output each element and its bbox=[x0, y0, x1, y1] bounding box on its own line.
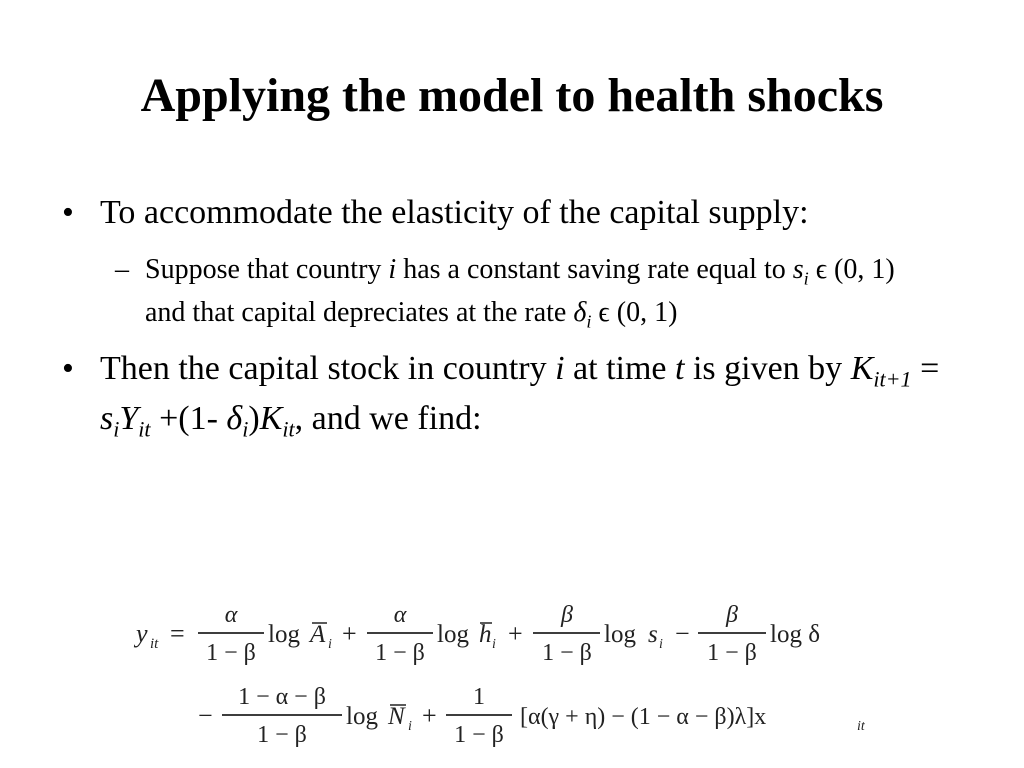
eq-N: N bbox=[388, 703, 405, 730]
b2-text-7: , and we find: bbox=[294, 400, 482, 437]
eq-lhs-sub: it bbox=[150, 636, 159, 652]
b2-var-K2-sub: it bbox=[282, 416, 295, 442]
t3-num: β bbox=[561, 602, 573, 628]
t1-den: 1 − β bbox=[206, 640, 256, 666]
b2-var-s-sub: i bbox=[113, 416, 120, 442]
b2-var-delta-sub: i bbox=[242, 416, 249, 442]
b2-var-Y: Y bbox=[119, 400, 139, 437]
sub-bullet-1 bbox=[115, 248, 925, 334]
sub-text-3: ϵ (0, 1) and that capital depreciates at the rate bbox=[145, 254, 895, 328]
t5-den: 1 − β bbox=[257, 722, 307, 748]
var-s: s bbox=[792, 254, 804, 285]
var-s-sub: i bbox=[803, 268, 809, 289]
t2-log: log bbox=[437, 621, 469, 648]
t4-log: log δ bbox=[770, 621, 820, 648]
b2-var-Y-sub: it bbox=[138, 416, 151, 442]
b2-var-K: K bbox=[850, 350, 874, 387]
t6-num: 1 bbox=[473, 684, 485, 710]
t2-den: 1 − β bbox=[375, 640, 425, 666]
var-delta-sub: i bbox=[586, 311, 592, 332]
equation bbox=[130, 596, 930, 756]
b2-var-i: i bbox=[555, 350, 565, 387]
slide-title: Applying the model to health shocks bbox=[140, 69, 884, 122]
t5-num: 1 − α − β bbox=[238, 684, 326, 710]
b2-var-t: t bbox=[675, 350, 685, 387]
eq-s: s bbox=[648, 621, 658, 648]
eq-A: A bbox=[310, 621, 326, 648]
b2-text-1: Then the capital stock in country bbox=[100, 350, 556, 387]
t1-log: log bbox=[268, 621, 300, 648]
b2-var-K2: K bbox=[259, 400, 283, 437]
bullet-1-text: To accommodate the elasticity of the capital supply: bbox=[100, 194, 809, 231]
bullet-1 bbox=[60, 188, 960, 238]
plus-3: + bbox=[422, 701, 437, 730]
var-delta: δ bbox=[573, 297, 587, 328]
t4-den: 1 − β bbox=[707, 640, 757, 666]
t3-den: 1 − β bbox=[542, 640, 592, 666]
b2-var-K-sub: it+1 bbox=[873, 366, 912, 392]
sub-text-2: has a constant saving rate equal to bbox=[396, 254, 793, 285]
minus-1: − bbox=[675, 619, 690, 648]
bullet-dot-icon: • bbox=[62, 350, 74, 387]
t2-num: α bbox=[393, 602, 407, 628]
b2-text-5: +(1- bbox=[150, 400, 227, 437]
eq-tail: [α(γ + η) − (1 − α − β)λ]x bbox=[520, 704, 767, 730]
plus-2: + bbox=[508, 619, 523, 648]
b2-var-s: s bbox=[100, 400, 114, 437]
b2-var-delta: δ bbox=[226, 400, 243, 437]
eq-lhs: y bbox=[136, 619, 148, 648]
t6-den: 1 − β bbox=[454, 722, 504, 748]
b2-text-2: at time bbox=[564, 350, 676, 387]
dash-bullet-icon: – bbox=[115, 254, 129, 285]
equation-image bbox=[130, 596, 930, 756]
eq-s-sub: i bbox=[659, 637, 663, 652]
bullet-dot-icon: • bbox=[62, 194, 74, 231]
t5-log: log bbox=[346, 703, 378, 730]
minus-2: − bbox=[198, 701, 213, 730]
t3-log: log bbox=[604, 621, 636, 648]
b2-text-6: ) bbox=[248, 400, 260, 437]
var-i: i bbox=[388, 254, 397, 285]
eq-equals: = bbox=[170, 619, 185, 648]
plus-1: + bbox=[342, 619, 357, 648]
sub-text-4: ϵ (0, 1) bbox=[591, 297, 678, 328]
eq-A-sub: i bbox=[328, 637, 332, 652]
eq-h: h bbox=[479, 621, 492, 648]
b2-text-3: is given by bbox=[684, 350, 851, 387]
eq-tail-sub: it bbox=[857, 719, 865, 734]
bullet-2 bbox=[60, 344, 960, 444]
b2-text-4: = bbox=[911, 350, 940, 387]
t4-num: β bbox=[726, 602, 738, 628]
eq-h-sub: i bbox=[492, 637, 496, 652]
t1-num: α bbox=[224, 602, 238, 628]
sub-text-1: Suppose that country bbox=[145, 254, 389, 285]
eq-N-sub: i bbox=[408, 719, 412, 734]
bullet-list bbox=[60, 188, 960, 444]
